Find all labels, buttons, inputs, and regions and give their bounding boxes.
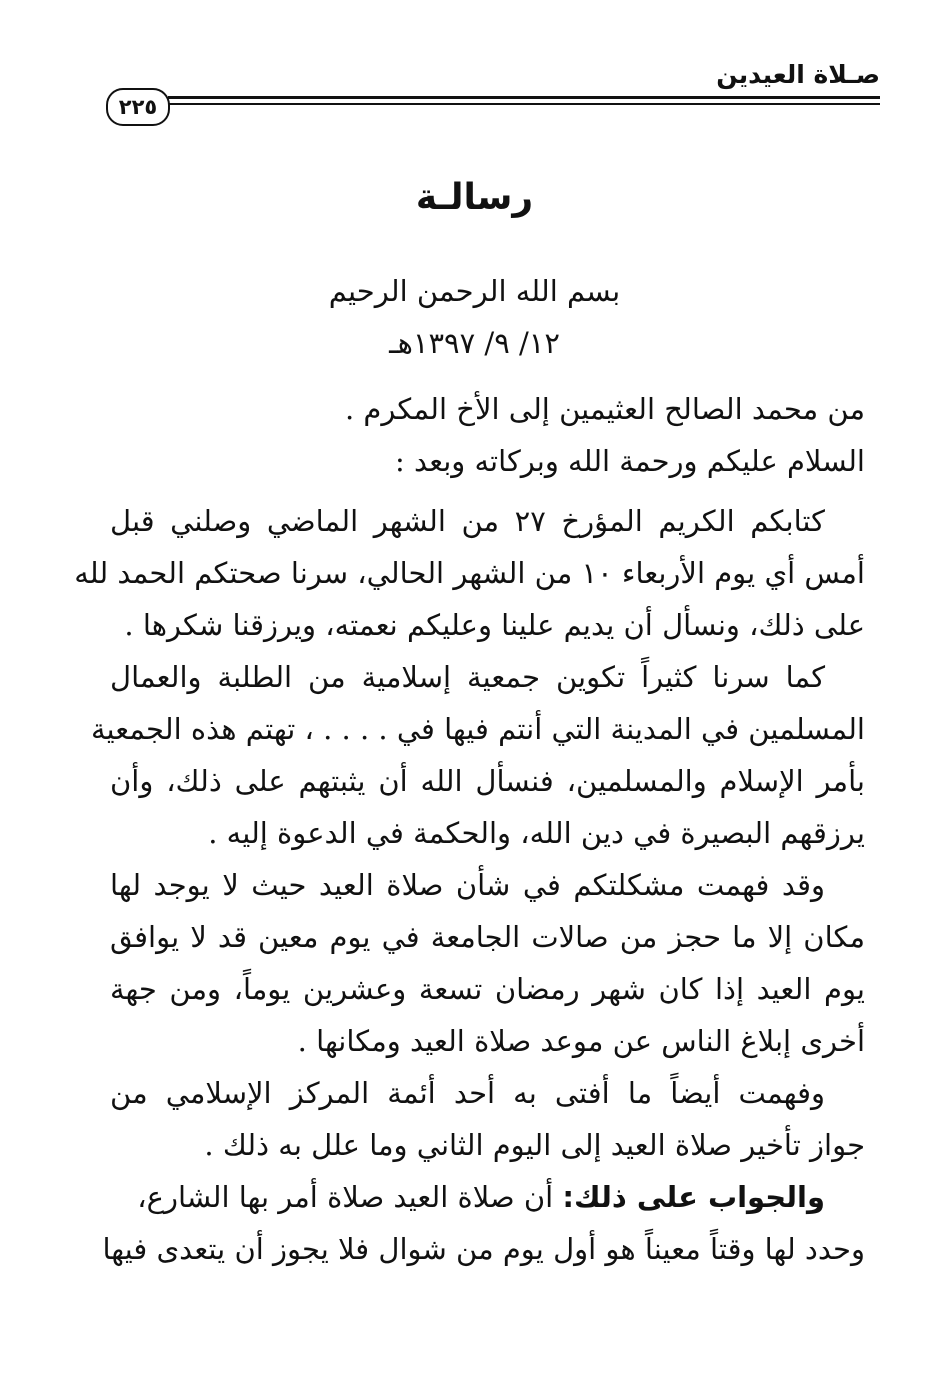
body-line: بأمر الإسلام والمسلمين، فنسأل الله أن يثبتهم على ذلك، وأن [110,764,865,798]
page-number: ٢٢٥ [106,88,170,126]
header-rule [168,96,880,105]
letter-title: رسالـة [415,177,534,218]
answer-text: أن صلاة العيد صلاة أمر بها الشارع، [137,1180,554,1214]
body-line: وقد فهمت مشكلتكم في شأن صلاة العيد حيث لا يوجد لها [110,868,825,902]
body-line: كتابكم الكريم المؤرخ ٢٧ من الشهر الماضي وصلني قبل [110,504,825,538]
body-line: أمس أي يوم الأربعاء ١٠ من الشهر الحالي، سرنا صحتكم الحمد لله [74,556,865,590]
body-line: وفهمت أيضاً ما أفتى به أحد أئمة المركز الإسلامي من [110,1076,825,1110]
body-line: مكان إلا ما حجز من صالات الجامعة في يوم معين قد لا يوافق [110,920,865,954]
paragraph-gap [110,487,865,495]
body-line: يوم العيد إذا كان شهر رمضان تسعة وعشرين يوماً، ومن جهة [110,972,865,1006]
body-line-greeting: السلام عليكم ورحمة الله وبركاته وبعد : [395,444,865,478]
body-line: جواز تأخير صلاة العيد إلى اليوم الثاني وما علل به ذلك . [204,1128,865,1162]
page-header [100,58,880,128]
body-line-sender: من محمد الصالح العثيمين إلى الأخ المكرم . [344,392,865,426]
letter-body [74,383,865,1275]
running-title: صـلاة العيدين [716,60,880,89]
body-line: يرزقهم البصيرة في دين الله، والحكمة في الدعوة إليه . [208,816,865,850]
answer-label: والجواب على ذلك: [562,1180,825,1214]
basmala: بسم الله الرحمن الرحيم [328,274,621,308]
body-line-answer [110,1171,865,1223]
body-line: كما سرنا كثيراً تكوين جمعية إسلامية من الطلبة والعمال [110,660,825,694]
body-line: على ذلك، ونسأل أن يديم علينا وعليكم نعمته، ويرزقنا شكرها . [124,608,865,642]
body-line: وحدد لها وقتاً معيناً هو أول يوم من شوال فلا يجوز أن يتعدى فيها [102,1232,865,1266]
body-line: المسلمين في المدينة التي أنتم فيها في . . . . ، تهتم هذه الجمعية [90,712,865,746]
letter-date: ١٢/ ٩/ ١٣٩٧هـ [389,326,560,360]
body-line: أخرى إبلاغ الناس عن موعد صلاة العيد ومكانها . [297,1024,865,1058]
